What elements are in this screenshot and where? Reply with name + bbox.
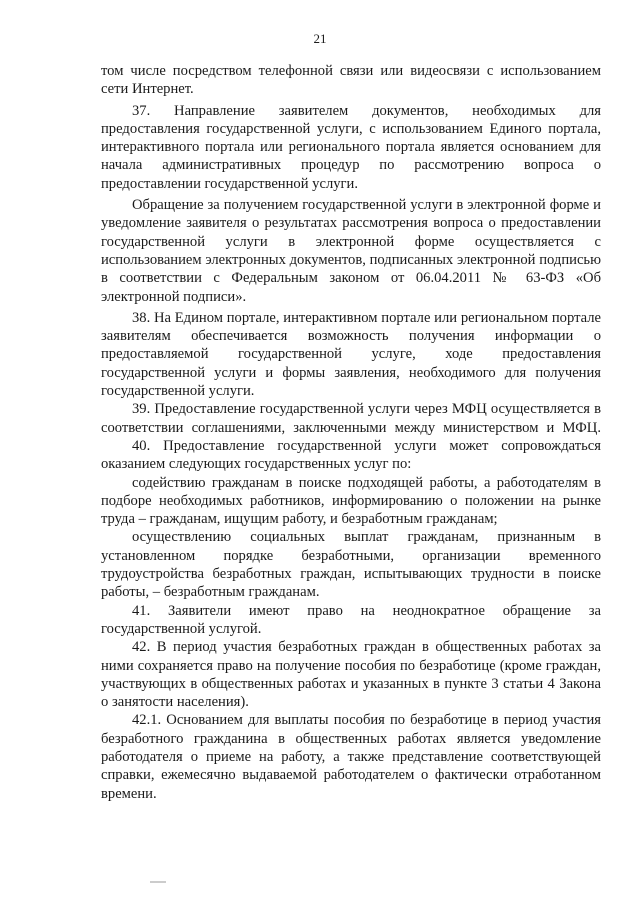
paragraph: 39. Предоставление государственной услуги через МФЦ осуществляется в соответствии соглашениями, заключенными между министерством и МФЦ. [101, 401, 601, 436]
paragraph: содействию гражданам в поиске подходящей работы, а работодателям в подборе необходимых работников, информированию о положении на рынке труда – гражданам, ищущим работу, и безработным гражданам; [101, 474, 601, 528]
paragraph: осуществлению социальных выплат гражданам, признанным в установленном порядке безработными, организации временного трудоустройства безработных граждан, испытывающих трудности в поиске работы, – безработным гражданам. [101, 529, 601, 601]
page-number: 21 [313, 31, 327, 46]
paragraph: 41. Заявители имеют право на неоднократное обращение за государственной услугой. [101, 602, 601, 637]
paragraph: 37. Направление заявителем документов, необходимых для предоставления государственной услуги, с использованием Единого портала, интерактивного портала или регионального портала является основанием для начала административных процедур по рассмотрению вопроса о предоставлении государственной услуги. [101, 102, 601, 192]
paragraph: 40. Предоставление государственной услуги может сопровождаться оказанием следующих государственных услуг по: [101, 437, 601, 473]
paragraph: том числе посредством телефонной связи или видеосвязи с использованием сети Интернет. [101, 63, 601, 98]
paragraph: 38. На Едином портале, интерактивном портале или региональном портале заявителям обеспечивается возможность получения информации о предоставляемой государственной услуге, ходе предоставления государственной услуги и формы заявления, необходимого для получения государственной услуги. [101, 309, 601, 400]
paragraph: Обращение за получением государственной услуги в электронной форме и уведомление заявителя о результатах рассмотрения вопроса о предоставлении государственной услуги в электронной форме осуществляется с использованием электронных документов, подписанных электронной подписью в соответствии с Федеральным законом от 06.04.2011 № 63-ФЗ «Об электронной подписи». [101, 197, 601, 305]
scan-mark [150, 881, 166, 883]
document-body [101, 62, 601, 803]
paragraph: 42.1. Основанием для выплаты пособия по безработице в период участия безработного гражданина в общественных работах является уведомление работодателя о приеме на работу, а также представление соответствующей справки, ежемесячно выдаваемой работодателем о фактически отработанном времени. [101, 712, 601, 802]
paragraph: 42. В период участия безработных граждан в общественных работах за ними сохраняется право на получение пособия по безработице (кроме граждан, участвующих в общественных работах и указанных в пункте 3 статьи 4 Закона о занятости населения). [101, 639, 601, 711]
